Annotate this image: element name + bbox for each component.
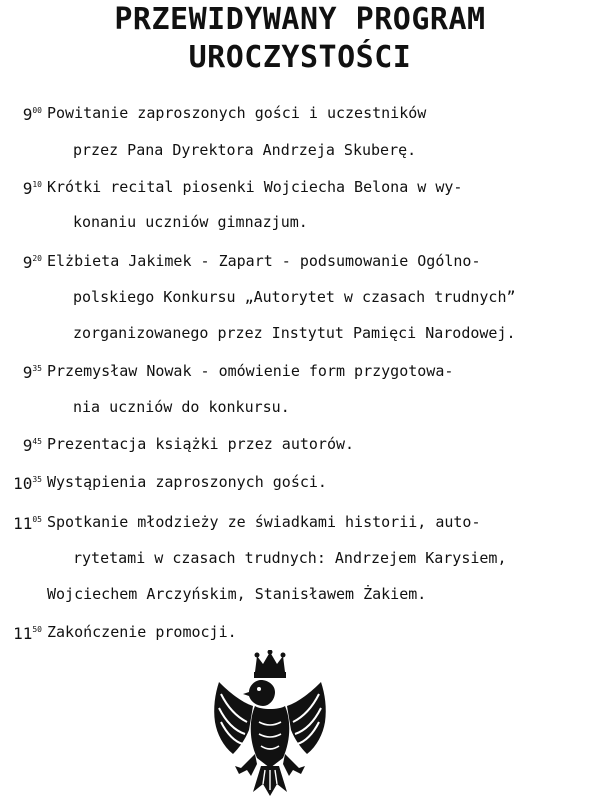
item-time: $11^{05}$ bbox=[13, 514, 42, 533]
item-time: $11^{50}$ bbox=[13, 624, 42, 643]
item-text: Przemysław Nowak - omówienie form przygotowa- bbox=[47, 362, 454, 380]
document-subtitle: UROCZYSTOŚCI bbox=[188, 40, 412, 75]
item-text: nia uczniów do konkursu. bbox=[73, 398, 290, 416]
item-time: $9^{00}$ bbox=[22, 105, 42, 124]
item-text: Zakończenie promocji. bbox=[47, 623, 237, 641]
item-time: $9^{20}$ bbox=[22, 253, 42, 272]
item-text: zorganizowanego przez Instytut Pamięci Narodowej. bbox=[73, 324, 516, 342]
item-time: $9^{10}$ bbox=[22, 179, 42, 198]
document-title: PRZEWIDYWANY PROGRAM bbox=[114, 2, 486, 37]
item-text: Wojciechem Arczyńskim, Stanisławem Żakiem. bbox=[47, 585, 427, 603]
item-text: Spotkanie młodzieży ze świadkami historii, auto- bbox=[47, 513, 481, 531]
item-text: rytetami w czasach trudnych: Andrzejem Karysiem, bbox=[73, 549, 507, 567]
item-text: Krótki recital piosenki Wojciecha Belona w wy- bbox=[47, 178, 463, 196]
item-time: $9^{35}$ bbox=[22, 363, 42, 382]
item-text: Powitanie zaproszonych gości i uczestników bbox=[47, 104, 427, 122]
item-text: polskiego Konkursu „Autorytet w czasach trudnych” bbox=[73, 288, 516, 306]
item-text: Elżbieta Jakimek - Zapart - podsumowanie Ogólno- bbox=[47, 252, 481, 270]
item-text: przez Pana Dyrektora Andrzeja Skuberę. bbox=[73, 141, 417, 159]
item-time: $9^{45}$ bbox=[22, 436, 42, 455]
item-text: Prezentacja książki przez autorów. bbox=[47, 435, 355, 453]
polish-eagle-icon bbox=[205, 650, 335, 798]
item-text: konaniu uczniów gimnazjum. bbox=[73, 213, 308, 231]
item-text: Wystąpienia zaproszonych gości. bbox=[47, 473, 327, 491]
item-time: $10^{35}$ bbox=[13, 474, 42, 493]
